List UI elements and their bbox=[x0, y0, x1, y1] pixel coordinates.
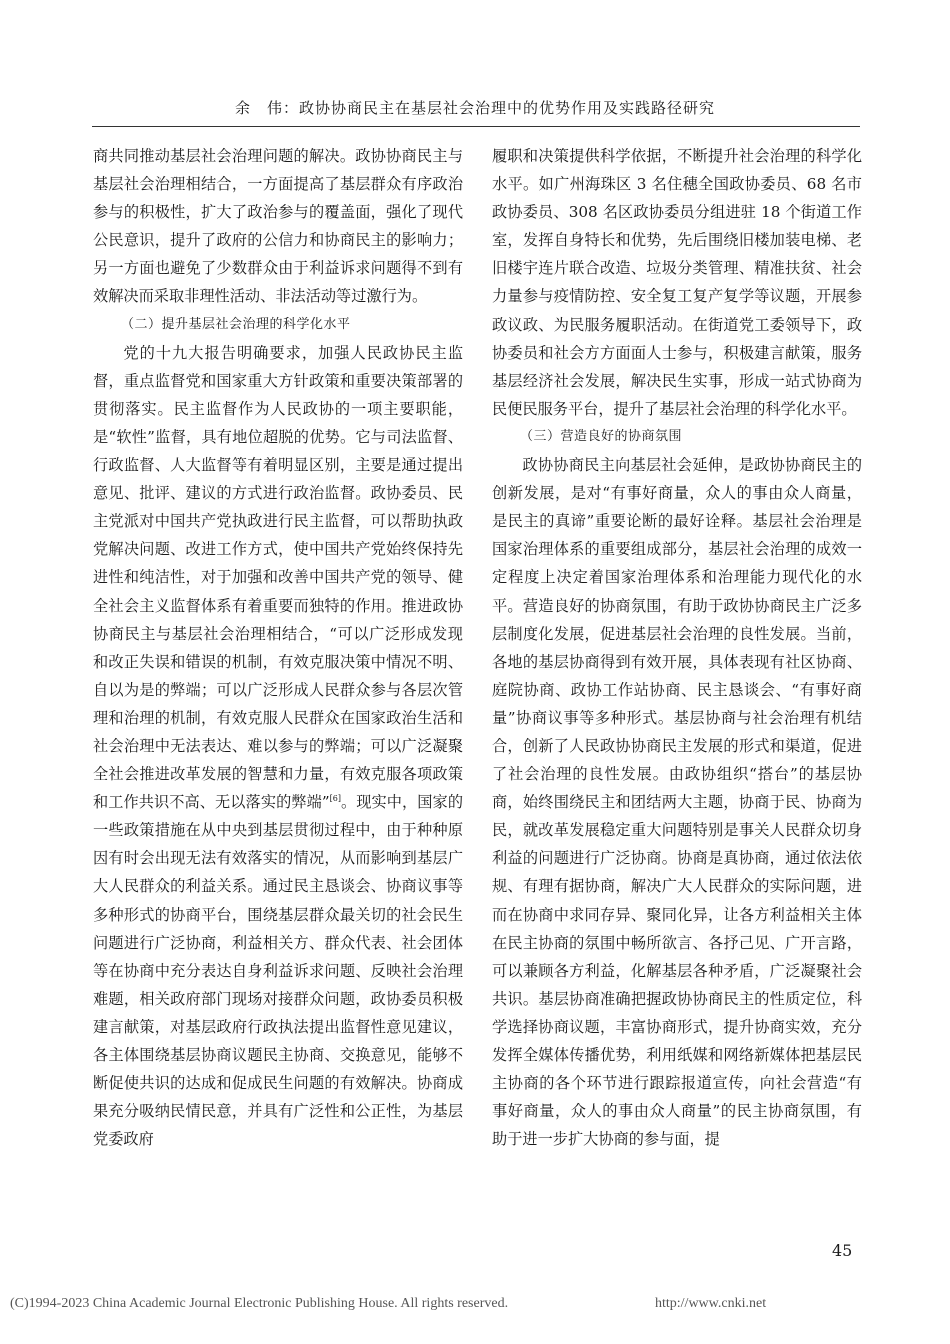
paragraph: 履职和决策提供科学依据，不断提升社会治理的科学化水平。如广州海珠区 3 名住穗全国政协委员、68 名市政协委员、308 名区政协委员分组进驻 18 个街道工作室，发挥自身特长和优势，先后围绕旧楼加装电梯、老旧楼宇连片联合改造、垃圾分类管理、精准扶贫、社会力量参与疫情防控、安全复工复产复学等议题，开展参政议政、为民服务履职活动。在街道党工委领导下，政协委员和社会方方面面人士参与，积极建言献策，服务基层经济社会发展，解决民生实事，形成一站式协商为民便民服务平台，提升了基层社会治理的科学化水平。 bbox=[492, 147, 862, 418]
copyright-line bbox=[10, 1296, 767, 1312]
section-heading: （三）营造良好的协商氛围 bbox=[520, 428, 683, 444]
paragraph bbox=[93, 339, 463, 1154]
header-rule bbox=[92, 126, 860, 127]
paragraph-text: 党的十九大报告明确要求，加强人民政协民主监督，重点监督党和国家重大方针政策和重要决策部署的贯彻落实。民主监督作为人民政协的一项主要职能，是“软性”监督，具有地位超脱的优势。它与司法监督、行政监督、人大监督等有着明显区别，主要是通过提出意见、批评、建议的方式进行政治监督。政协委员、民主党派对中国共产党执政进行民主监督，可以帮助执政党解决问题、改进工作方式，使中国共产党始终保持先进性和纯洁性，对于加强和改善中国共产党的领导、健全社会主义监督体系有着重要而独特的作用。推进政协协商民主与基层社会治理相结合，“可以广泛形成发现和改正失误和错误的机制，有效克服决策中情况不明、自以为是的弊端；可以广泛形成人民群众参与各层次管理和治理的机制，有效克服人民群众在国家政治生活和社会治理中无法表达、难以参与的弊端；可以广泛凝聚全社会推进改革发展的智慧和力量，有效克服各项政策和工作共识不高、无以落实的弊端” bbox=[93, 343, 463, 812]
copyright-text: (C)1994-2023 China Academic Journal Electronic Publishing House. All rights reserved. bbox=[10, 1296, 509, 1311]
paragraph: 商共同推动基层社会治理问题的解决。政协协商民主与基层社会治理相结合，一方面提高了基层群众有序政治参与的积极性，扩大了政治参与的覆盖面，强化了现代公民意识，提升了政府的公信力和协商民主的影响力；另一方面也避免了少数群众由于利益诉求问题得不到有效解决而采取非理性活动、非法活动等过激行为。 bbox=[93, 147, 463, 306]
citation-mark[interactable]: [6] bbox=[329, 794, 341, 804]
page-number: 45 bbox=[832, 1241, 853, 1260]
left-column bbox=[93, 142, 463, 1153]
running-header bbox=[0, 98, 950, 118]
running-title: 余 伟：政协协商民主在基层社会治理中的优势作用及实践路径研究 bbox=[234, 99, 715, 117]
right-column bbox=[492, 142, 862, 1153]
paragraph: 政协协商民主向基层社会延伸，是政协协商民主的创新发展，是对“有事好商量，众人的事由众人商量，是民主的真谛”重要论断的最好诠释。基层社会治理是国家治理体系的重要组成部分，基层社会治理的成效一定程度上决定着国家治理体系和治理能力现代化的水平。营造良好的协商氛围，有助于政协协商民主广泛多层制度化发展，促进基层社会治理的良性发展。当前，各地的基层协商得到有效开展，具体表现有社区协商、庭院协商、政协工作站协商、民主恳谈会、“有事好商量”协商议事等多种形式。基层协商与社会治理有机结合，创新了人民政协协商民主发展的形式和渠道，促进了社会治理的良性发展。由政协组织“搭台”的基层协商，始终围绕民主和团结两大主题，协商于民、协商为民，就改革发展稳定重大问题特别是事关人民群众切身利益的问题进行广泛协商。协商是真协商，通过依法依规、有理有据协商，解决广大人民群众的实际问题，进而在协商中求同存异、聚同化异，让各方利益相关主体在民主协商的氛围中畅所欲言、各抒己见、广开言路，可以兼顾各方利益，化解基层各种矛盾，广泛凝聚社会共识。基层协商准确把握政协协商民主的性质定位，科学选择协商议题，丰富协商形式，提升协商实效，充分发挥全媒体传播优势，利用纸媒和网络新媒体把基层民主协商的各个环节进行跟踪报道宣传，向社会营造“有事好商量，众人的事由众人商量”的民主协商氛围，有助于进一步扩大协商的参与面，提 bbox=[492, 456, 862, 1149]
paragraph-text: 。现实中，国家的一些政策措施在从中央到基层贯彻过程中，由于种种原因有时会出现无法有效落实的情况，从而影响到基层广大人民群众的利益关系。通过民主恳谈会、协商议事等多种形式的协商平台，围绕基层群众最关切的社会民生问题进行广泛协商，利益相关方、群众代表、社会团体等在协商中充分表达自身利益诉求问题、反映社会治理难题，相关政府部门现场对接群众问题，政协委员积极建言献策，对基层政府行政执法提出监督性意见建议，各主体围绕基层协商议题民主协商、交换意见，能够不断促使共识的达成和促成民生问题的有效解决。协商成果充分吸纳民情民意，并具有广泛性和公正性，为基层党委政府 bbox=[93, 793, 464, 1149]
section-heading: （二）提升基层社会治理的科学化水平 bbox=[121, 316, 351, 332]
publisher-link[interactable]: http://www.cnki.net bbox=[655, 1296, 767, 1311]
